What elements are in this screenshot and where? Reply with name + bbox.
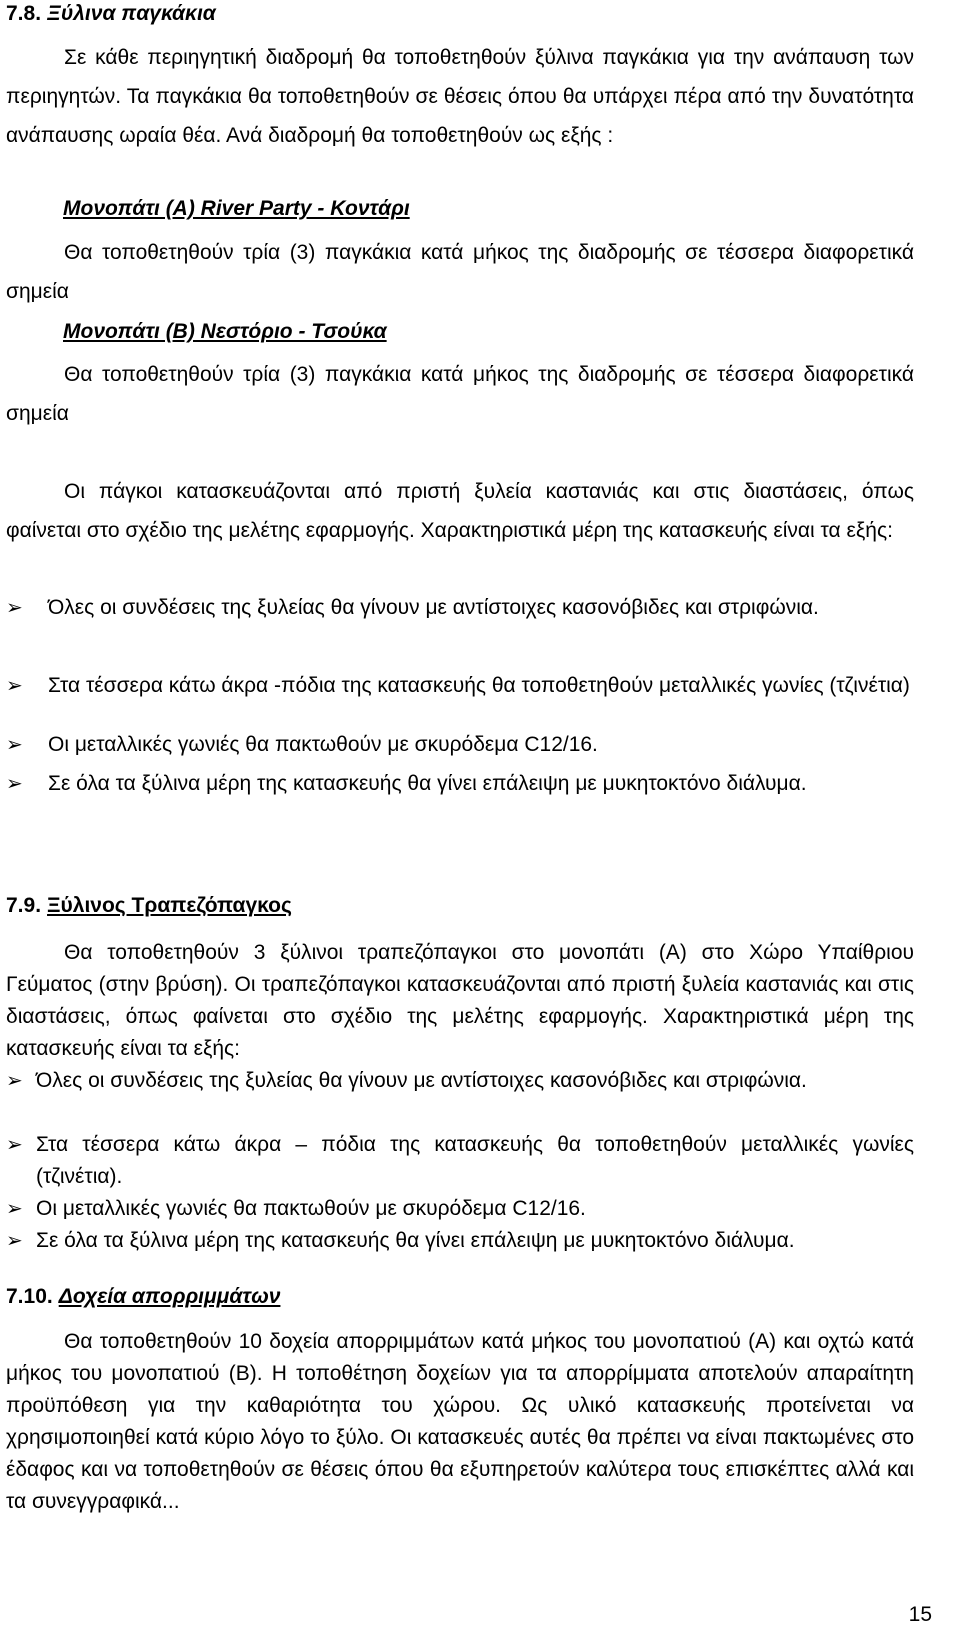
- section-title: Ξύλινος Τραπεζόπαγκος: [47, 894, 292, 917]
- arrow-bullet-icon: ➢: [6, 1230, 23, 1252]
- bullet-item: ➢ Στα τέσσερα κάτω άκρα – πόδια της κατασκευής θα τοποθετηθούν μεταλλικές γωνίες (τζινέτια).: [6, 1129, 914, 1193]
- bullet-item: ➢ Όλες οι συνδέσεις της ξυλείας θα γίνουν με αντίστοιχες κασονόβιδες και στριφώνια.: [6, 588, 914, 628]
- paragraph-waste-bins: Θα τοποθετηθούν 10 δοχεία απορριμμάτων κατά μήκος του μονοπατιού (Α) και οχτώ κατά μήκος του μονοπατιού (Β). Η τοποθέτηση δοχείων για τα απορρίμματα αποτελούν απαραίτητη προϋπόθεση για την καθαριότητα του χώρου. Ως υλικό κατασκευής προτείνεται να χρησιμοποιηθεί κατά κύριο λόγο το ξύλο. Οι κατασκευές αυτές θα πρέπει να είναι πακτωμένες στο έδαφος και να τοποθετηθούν σε θέσεις όπου θα εξυπηρετούν καλύτερα τους επισκέπτες αλλά και τα συνεγγραφικά...: [6, 1330, 914, 1513]
- arrow-bullet-icon: ➢: [6, 1134, 23, 1156]
- paragraph-benches-intro: Σε κάθε περιηγητική διαδρομή θα τοποθετηθούν ξύλινα παγκάκια για την ανάπαυση των περιηγητών. Τα παγκάκια θα τοποθετηθούν σε θέσεις όπου θα υπάρχει πέρα από την δυνατότητα ανάπαυσης ωραία θέα. Ανά διαδρομή θα τοποθετηθούν ως εξής :: [6, 46, 914, 147]
- paragraph-table-bench-intro: Θα τοποθετηθούν 3 ξύλινοι τραπεζόπαγκοι στο μονοπάτι (Α) στο Χώρο Υπαίθριου Γεύματος (στην βρύση). Οι τραπεζόπαγκοι κατασκευάζονται από πριστή ξυλεία καστανιάς και στις διαστάσεις, όπως φαίνεται στο σχέδιο της μελέτης εφαρμογής. Χαρακτηριστικά μέρη της κατασκευής είναι τα εξής:: [6, 941, 914, 1060]
- bullet-item: ➢ Όλες οι συνδέσεις της ξυλείας θα γίνουν με αντίστοιχες κασονόβιδες και στριφώνια.: [6, 1065, 914, 1097]
- section-number: 7.8.: [6, 2, 42, 25]
- bullet-item: ➢ Στα τέσσερα κάτω άκρα -πόδια της κατασκευής θα τοποθετηθούν μεταλλικές γωνίες (τζινέτια): [6, 666, 914, 706]
- paragraph-construction: Οι πάγκοι κατασκευάζονται από πριστή ξυλεία καστανιάς και στις διαστάσεις, όπως φαίνεται στο σχέδιο της μελέτης εφαρμογής. Χαρακτηριστικά μέρη της κατασκευής είναι τα εξής:: [6, 480, 914, 542]
- bullet-item: ➢ Οι μεταλλικές γωνιές θα πακτωθούν με σκυρόδεμα C12/16.: [6, 725, 914, 765]
- section-title: Ξύλινα παγκάκια: [47, 2, 216, 25]
- section-number: 7.9.: [6, 894, 42, 917]
- section-heading-7-10: [6, 1283, 280, 1311]
- subheading-trail-b: Μονοπάτι (Β) Νεστόριο - Τσούκα: [63, 320, 387, 343]
- arrow-bullet-icon: ➢: [6, 734, 23, 756]
- section-heading-7-9: [6, 892, 292, 920]
- bullet-item: ➢ Σε όλα τα ξύλινα μέρη της κατασκευής θα γίνει επάλειψη με μυκητοκτόνο διάλυμα.: [6, 1225, 914, 1257]
- paragraph-trail-a: Θα τοποθετηθούν τρία (3) παγκάκια κατά μήκος της διαδρομής σε τέσσερα διαφορετικά σημεία: [6, 241, 914, 303]
- bullet-item: ➢ Σε όλα τα ξύλινα μέρη της κατασκευής θα γίνει επάλειψη με μυκητοκτόνο διάλυμα.: [6, 764, 914, 804]
- section-number: 7.10.: [6, 1285, 53, 1308]
- page-number: 15: [908, 1603, 932, 1626]
- section-title: Δοχεία απορριμμάτων: [58, 1285, 281, 1308]
- section-heading-7-8: [6, 0, 216, 28]
- arrow-bullet-icon: ➢: [6, 597, 23, 619]
- arrow-bullet-icon: ➢: [6, 1070, 23, 1092]
- arrow-bullet-icon: ➢: [6, 773, 23, 795]
- arrow-bullet-icon: ➢: [6, 675, 23, 697]
- subheading-trail-a: Μονοπάτι (Α) River Party - Κοντάρι: [63, 197, 410, 220]
- bullet-item: ➢ Οι μεταλλικές γωνιές θα πακτωθούν με σκυρόδεμα C12/16.: [6, 1193, 914, 1225]
- arrow-bullet-icon: ➢: [6, 1198, 23, 1220]
- paragraph-trail-b: Θα τοποθετηθούν τρία (3) παγκάκια κατά μήκος της διαδρομής σε τέσσερα διαφορετικά σημεία: [6, 363, 914, 425]
